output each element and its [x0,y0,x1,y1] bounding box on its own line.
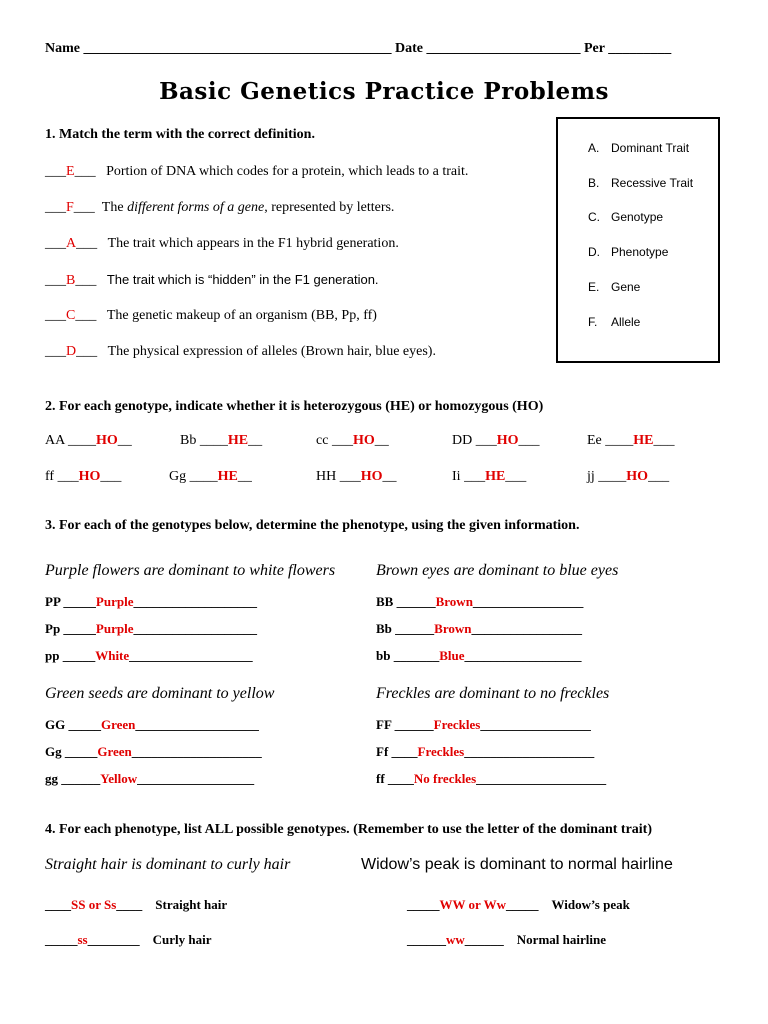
answer-text: Freckles [433,717,481,732]
blank-post[interactable]: ______ [464,932,504,947]
blank-pre[interactable]: _______ [393,648,440,663]
q1-row [45,308,377,324]
answer-text: White [95,648,130,663]
term-text: Gene [611,280,641,294]
genotype-list-row [407,897,630,913]
answer-text: HO [78,469,101,484]
term-item [588,315,640,329]
genotype-item [45,469,121,485]
term-letter: E. [588,280,600,294]
blank-pre[interactable]: ____ [199,433,228,448]
per-label: Per [584,41,605,56]
answer-text: Blue [439,648,465,663]
blank-pre[interactable]: ______ [396,594,436,609]
blank-post[interactable]: __ [237,469,252,484]
answer-text: HO [352,433,375,448]
genotype: Gg [45,744,65,759]
answer-letter: C [66,308,76,323]
phenotype-label: Curly hair [152,932,212,947]
blank-post[interactable]: __________________ [137,771,255,786]
answer-text: WW or Ww [439,897,506,912]
genotype: PP [45,594,64,609]
blank-pre[interactable]: _____ [63,621,96,636]
name-blank[interactable]: ____________________________________________ [83,41,392,56]
q1-row [45,272,379,289]
term-item [588,280,640,294]
rule-text: Straight hair is dominant to curly hair [45,856,291,873]
answer-text: ss [77,932,88,947]
blank-pre[interactable]: ___ [45,308,66,323]
answer-text: HE [633,433,654,448]
genotype-item [587,433,675,449]
rule-text: Green seeds are dominant to yellow [45,685,275,702]
blank-pre[interactable]: ___ [45,164,66,179]
genotype: ff [376,771,388,786]
term-text: Allele [611,315,641,329]
term-letter: D. [588,245,600,259]
answer-text: Yellow [100,771,138,786]
term-letter: F. [588,315,598,329]
blank-post[interactable]: ____________________ [131,744,262,759]
blank-post[interactable]: ___ [76,344,98,359]
q1-row [45,200,394,216]
phenotype-label: Widow’s peak [551,897,630,912]
answer-letter: B [66,273,76,288]
answer-letter: E [66,164,75,179]
blank-pre[interactable]: ______ [407,932,446,947]
blank-pre[interactable]: _____ [63,594,96,609]
term-text: Dominant Trait [611,141,690,155]
blank-pre[interactable]: ___ [45,200,66,215]
answer-text: SS or Ss [71,897,117,912]
rule-text: Widow’s peak is dominant to normal hairline [361,856,673,873]
genotype: Ii [452,469,465,484]
answer-text: ww [446,932,465,947]
blank-pre[interactable]: ____ [605,433,634,448]
blank-post[interactable]: _________________ [471,621,582,636]
genotype: HH [316,469,340,484]
genotype: cc [316,433,332,448]
genotype: gg [45,771,62,786]
blank-pre[interactable]: _____ [45,932,78,947]
phenotype-row [376,717,591,733]
page-title: Basic Genetics Practice Problems [159,78,609,105]
blank-post[interactable]: ___________________ [133,621,257,636]
blank-post[interactable]: ___________________ [133,594,257,609]
blank-pre[interactable]: ____ [189,469,218,484]
blank-pre[interactable]: ______ [395,621,435,636]
definition-text: The trait which appears in the F1 hybrid generation. [107,236,399,251]
genotype: Bb [376,621,396,636]
blank-pre[interactable]: ____ [387,771,414,786]
definition-text: The trait which is “hidden” in the F1 generation. [106,272,379,287]
blank-post[interactable]: ____ [116,897,143,912]
blank-post[interactable]: ___ [74,164,96,179]
blank-pre[interactable]: ___ [475,433,497,448]
definition-text: The genetic makeup of an organism (BB, Pp, ff) [106,308,377,323]
genotype-item [452,469,526,485]
blank-post[interactable]: ___________________ [135,717,259,732]
answer-text: Green [97,744,132,759]
header-line [45,41,671,57]
genotype: Bb [180,433,200,448]
phenotype-row [376,771,606,787]
answer-text: HO [626,469,649,484]
blank-pre[interactable]: ___ [45,273,66,288]
phenotype-row [45,621,257,637]
per-blank[interactable]: _________ [608,41,672,56]
rule-text: Freckles are dominant to no freckles [376,685,610,702]
answer-letter: D [66,344,77,359]
rule-text: Purple flowers are dominant to white flowers [45,562,336,579]
blank-post[interactable]: ___ [75,273,97,288]
answer-text: HE [227,433,249,448]
blank-post[interactable]: _____ [505,897,539,912]
blank-post[interactable]: _________________ [472,594,584,609]
q4-prompt: 4. For each phenotype, list ALL possible genotypes. (Remember to use the letter of the dominant trait) [45,822,653,837]
blank-post[interactable]: ___ [73,200,95,215]
answer-letter: A [66,236,77,251]
genotype: Pp [45,621,64,636]
blank-pre[interactable]: ___ [45,236,66,251]
blank-post[interactable]: __ [382,469,397,484]
blank-post[interactable]: ____________________ [476,771,607,786]
blank-post[interactable]: ____________________ [464,744,595,759]
definition-text: , represented by letters. [264,200,395,215]
genotype: pp [45,648,63,663]
q3-prompt: 3. For each of the genotypes below, determine the phenotype, using the given information. [45,518,580,533]
answer-text: HO [95,433,118,448]
terms-box [556,117,720,363]
blank-post[interactable]: ___ [75,308,97,323]
genotype-item [180,433,262,449]
q2-prompt: 2. For each genotype, indicate whether it is heterozygous (HE) or homozygous (HO) [45,399,544,414]
term-text: Phenotype [611,245,669,259]
phenotype-row [45,648,253,664]
rule-text: Brown eyes are dominant to blue eyes [376,562,619,579]
blank-post[interactable]: ___ [653,433,675,448]
answer-text: Purple [95,621,134,636]
answer-text: Purple [95,594,134,609]
blank-pre[interactable]: _____ [62,648,96,663]
phenotype-row [376,594,583,610]
answer-text: HO [360,469,383,484]
blank-post[interactable]: __ [248,433,263,448]
genotype: ff [45,469,58,484]
term-text: Genotype [611,210,664,224]
genotype: Gg [169,469,190,484]
genotype: jj [587,469,599,484]
term-letter: A. [588,141,600,155]
genotype-item [316,469,397,485]
blank-pre[interactable]: _____ [407,897,440,912]
blank-post[interactable]: __ [117,433,132,448]
genotype-list-row [45,897,227,913]
answer-text: HO [496,433,519,448]
term-text: Recessive Trait [611,176,694,190]
blank-pre[interactable]: ___ [331,433,353,448]
answer-text: Green [100,717,136,732]
definition-text: The physical expression of alleles (Brown hair, blue eyes). [107,344,436,359]
blank-pre[interactable]: ____ [45,897,71,912]
genotype: FF [376,717,395,732]
term-item [588,176,693,190]
blank-post[interactable]: ___ [76,236,98,251]
date-label: Date [395,41,423,56]
genotype: GG [45,717,69,732]
phenotype-row [45,744,262,760]
answer-text: HE [485,469,506,484]
genotype-item [45,433,132,449]
genotype-item [316,433,389,449]
term-item [588,141,689,155]
genotype-item [452,433,540,449]
term-item [588,245,668,259]
genotype: DD [452,433,476,448]
answer-text: Brown [435,594,473,609]
phenotype-row [376,648,582,664]
genotype: Ff [376,744,392,759]
blank-post[interactable]: __ [374,433,389,448]
blank-post[interactable]: ___ [505,469,527,484]
genotype-list-row [407,932,606,948]
answer-text: Brown [434,621,472,636]
answer-text: HE [217,469,238,484]
blank-post[interactable]: ___ [100,469,122,484]
blank-post[interactable]: ________ [87,932,140,947]
blank-pre[interactable]: _____ [64,744,98,759]
q1-row [45,236,399,252]
genotype-list-row [45,932,212,948]
blank-post[interactable]: ___ [518,433,540,448]
genotype: Ee [587,433,606,448]
genotype: AA [45,433,68,448]
blank-post[interactable]: ___________________ [129,648,253,663]
phenotype-row [45,771,254,787]
genotype: BB [376,594,397,609]
blank-pre[interactable]: ____ [67,433,96,448]
phenotype-row [45,717,259,733]
blank-pre[interactable]: ___ [339,469,361,484]
blank-post[interactable]: ___ [648,469,670,484]
blank-post[interactable]: _________________ [480,717,591,732]
blank-pre[interactable]: ___ [464,469,486,484]
answer-text: Freckles [417,744,465,759]
answer-text: No freckles [413,771,477,786]
blank-pre[interactable]: ___ [57,469,79,484]
phenotype-row [376,744,594,760]
blank-pre[interactable]: ______ [61,771,101,786]
q1-row [45,164,468,180]
phenotype-row [45,594,257,610]
genotype: bb [376,648,394,663]
blank-pre[interactable]: ______ [394,717,434,732]
blank-pre[interactable]: ____ [598,469,627,484]
date-blank[interactable]: ______________________ [426,41,581,56]
q1-prompt: 1. Match the term with the correct definition. [45,127,315,142]
genotype-item [169,469,252,485]
blank-pre[interactable]: ___ [45,344,66,359]
phenotype-label: Normal hairline [516,932,606,947]
answer-letter: F [66,200,74,215]
term-item [588,210,663,224]
phenotype-row [376,621,582,637]
phenotype-label: Straight hair [155,897,228,912]
blank-post[interactable]: __________________ [464,648,582,663]
term-letter: B. [588,176,600,190]
blank-pre[interactable]: ____ [391,744,418,759]
genotype-item [587,469,669,485]
definition-text: Portion of DNA which codes for a protein, which leads to a trait. [106,164,469,179]
blank-pre[interactable]: _____ [68,717,101,732]
definition-italic: different forms of a gene [127,200,265,215]
name-label: Name [45,41,80,56]
definition-text: The [101,200,128,215]
q1-row [45,344,436,360]
term-letter: C. [588,210,600,224]
